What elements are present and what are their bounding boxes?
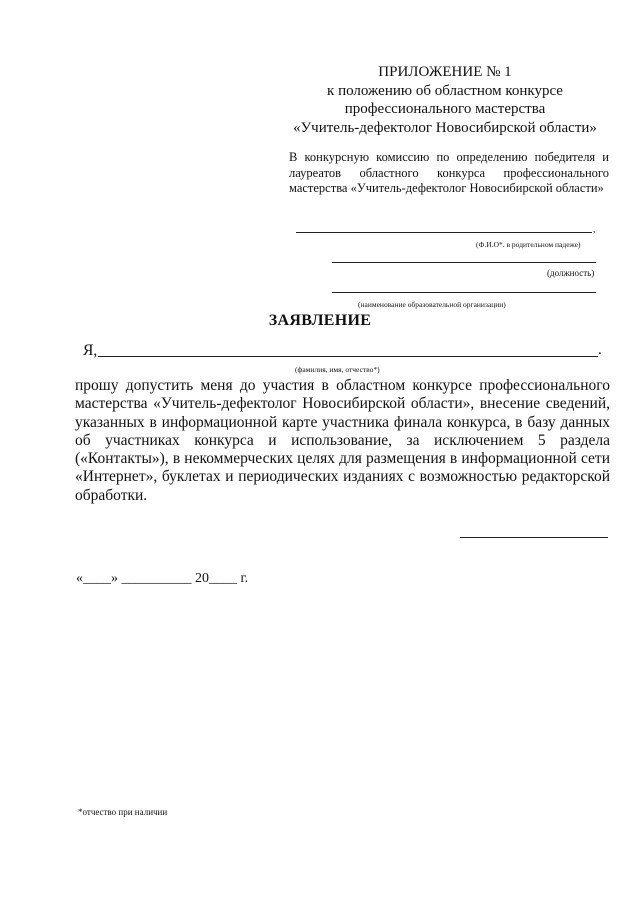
signature-line[interactable] bbox=[460, 537, 608, 538]
position-line[interactable] bbox=[332, 262, 596, 263]
fullname-hint: (фамилия, имя, отчество*) bbox=[295, 365, 380, 374]
position-hint: (должность) bbox=[547, 268, 595, 278]
organization-hint: (наименование образовательной организации) bbox=[358, 300, 506, 309]
organization-line[interactable] bbox=[332, 292, 596, 293]
appendix-header bbox=[280, 63, 610, 137]
ya-label: Я, bbox=[83, 342, 98, 359]
appendix-line: профессионального мастерства bbox=[344, 101, 546, 117]
date-line: «____» __________ 20____ г. bbox=[76, 571, 249, 586]
statement-body: прошу допустить меня до участия в областном конкурсе профессионального мастерства «Учитель-дефектолог Новосибирской области», внесение сведений, указанных в информационной карте участника финала конкурса, в базу данных об участниках конкурса и использование, за исключением 5 раздела («Контакты»), в некоммерческих целях для размещения в информационной сети «Интернет», буклетах и периодических изданиях с возможностью редакторской обработки. bbox=[75, 377, 610, 504]
fullname-line[interactable] bbox=[98, 356, 598, 357]
statement-title: ЗАЯВЛЕНИЕ bbox=[268, 312, 372, 329]
fio-hint: (Ф.И.О*. в родительном падеже) bbox=[476, 240, 581, 249]
footnote: *отчество при наличии bbox=[78, 807, 168, 817]
appendix-line: к положению об областном конкурсе bbox=[327, 82, 563, 99]
fio-line-comma: , bbox=[593, 224, 596, 234]
fullname-line-period: . bbox=[598, 342, 602, 358]
appendix-title: ПРИЛОЖЕНИЕ № 1 bbox=[378, 64, 512, 80]
fio-line[interactable] bbox=[296, 232, 592, 233]
addressee-block: В конкурсную комиссию по определению победителя и лауреатов областного конкурса профессионального мастерства «Учитель-дефектолог Новосибирской области» bbox=[289, 150, 609, 195]
appendix-line: «Учитель-дефектолог Новосибирской области» bbox=[293, 119, 597, 136]
